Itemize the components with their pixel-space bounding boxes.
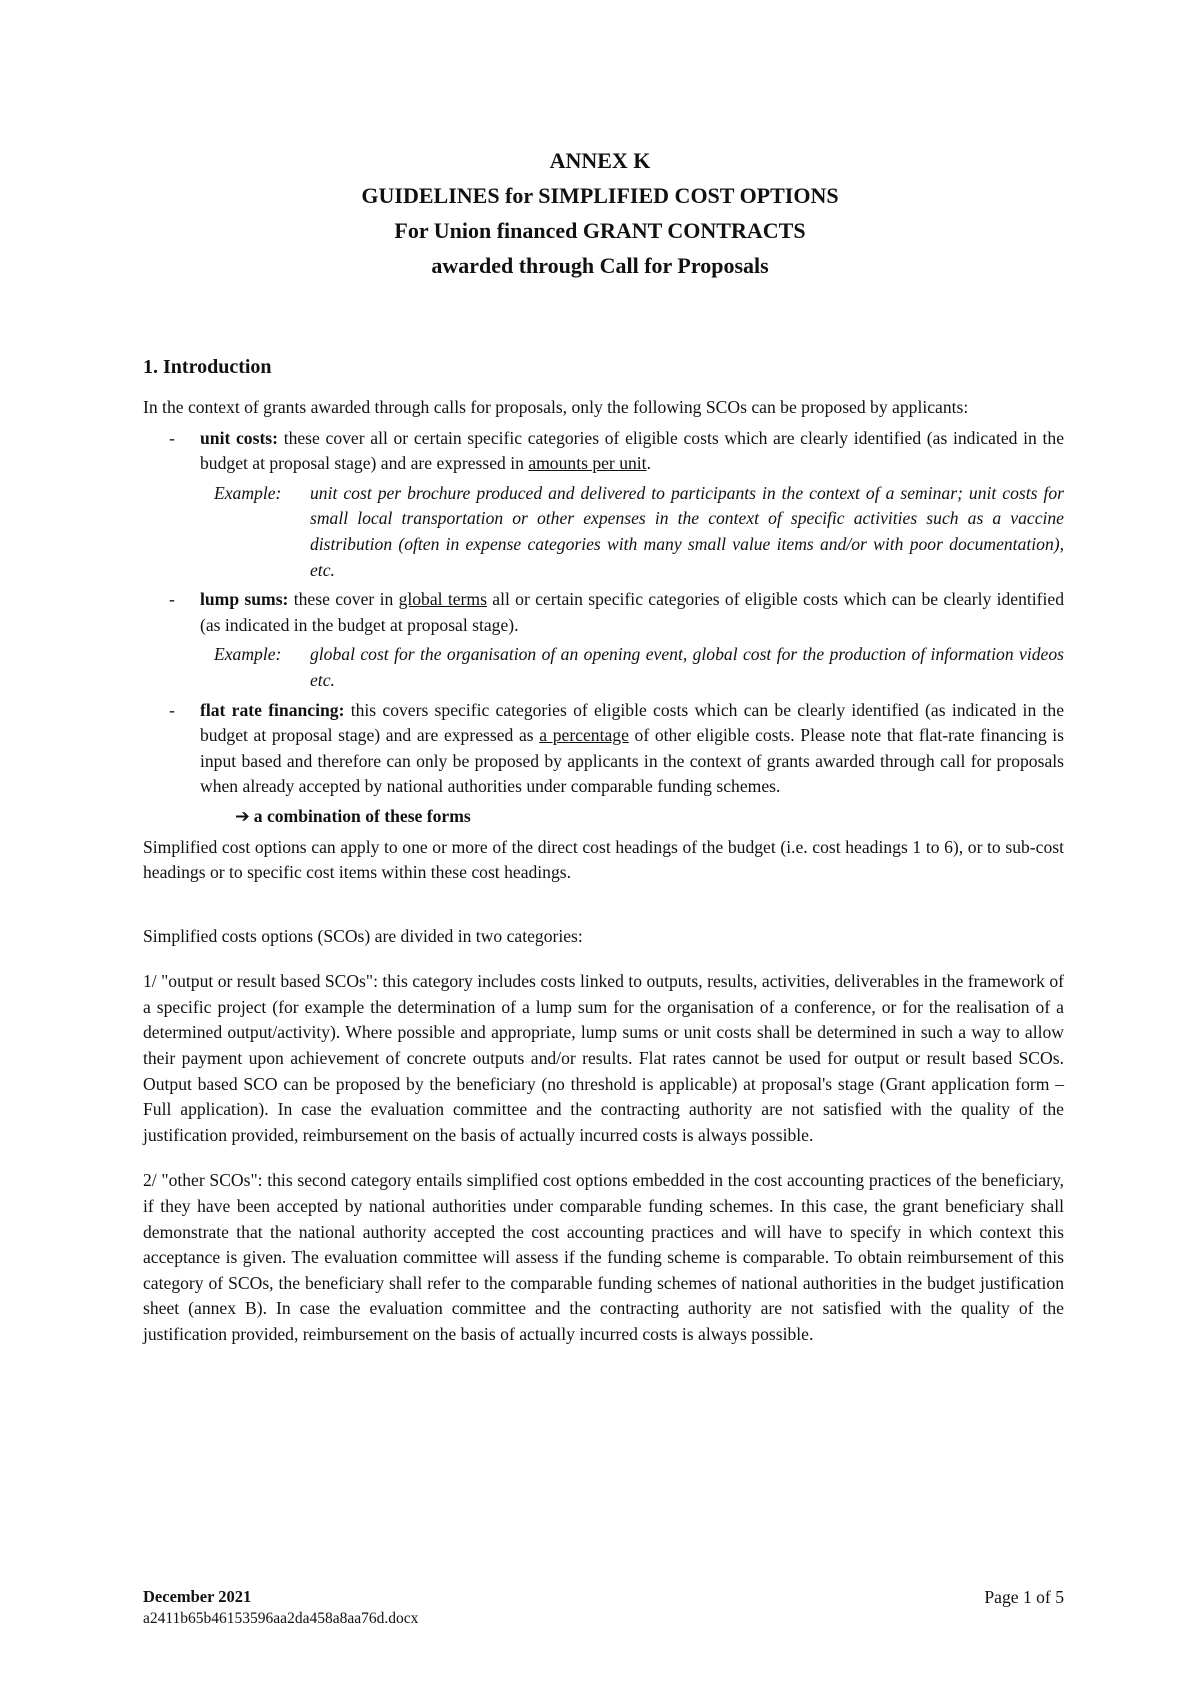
- category-1-paragraph: 1/ "output or result based SCOs": this category includes costs linked to outputs, results, activities, deliverables in the framework of a specific project (for example the determination of a lump sum for the organisation of a conference, or for the realisation of a determined output/activity). Where possible and appropriate, lump sums or unit costs shall be determined in such a way to allow their payment upon achievement of concrete outputs and/or results. Flat rates cannot be used for output or result based SCOs. Output based SCO can be proposed by the beneficiary (no threshold is applicable) at proposal's stage (Grant application form – Full application). In case the evaluation committee and the contracting authority are not satisfied with the quality of the justification provided, reimbursement on the basis of actually incurred costs is always possible.: [143, 971, 1064, 1145]
- document-body: [143, 353, 1064, 1348]
- list-dash: -: [169, 589, 175, 610]
- example-label: Example:: [214, 482, 282, 503]
- annex-title: ANNEX K: [549, 148, 651, 173]
- list-item-lump-sums: [143, 587, 1064, 693]
- categories-intro: Simplified costs options (SCOs) are divided in two categories:: [143, 925, 583, 946]
- flat-rate-underlined: a percentage: [539, 725, 629, 746]
- flat-rate-text-b: of other eligible costs. Please note that flat-rate financing is input based and therefore can only be proposed by applicants in the context of grants awarded through call for proposals when already accepted by national authorities under comparable funding schemes.: [200, 725, 1064, 797]
- combination-item: [143, 804, 1064, 831]
- unit-costs-text-b: .: [646, 453, 651, 474]
- list-item-unit-costs: [143, 426, 1064, 584]
- term-lump-sums: lump sums:: [200, 589, 289, 610]
- footer-date: December 2021: [143, 1587, 252, 1606]
- sco-forms-list: [143, 426, 1064, 800]
- example-label: Example:: [214, 644, 282, 665]
- intro-paragraph: In the context of grants awarded through calls for proposals, only the following SCOs can be proposed by applicants:: [143, 397, 969, 417]
- unit-costs-text-a: these cover all or certain specific categories of eligible costs which are clearly identified (as indicated in the budget at proposal stage) and are expressed in: [200, 427, 1065, 474]
- apply-paragraph: Simplified cost options can apply to one or more of the direct cost headings of the budget (i.e. cost headings 1 to 6), or to sub-cost headings or to specific cost items within these cost headings.: [143, 836, 1064, 883]
- guidelines-title: GUIDELINES for SIMPLIFIED COST OPTIONS: [361, 183, 839, 208]
- lump-sums-underlined: global terms: [398, 589, 487, 610]
- example-unit-costs: [214, 481, 1064, 583]
- term-unit-costs: unit costs:: [200, 427, 279, 448]
- flat-rate-text-a: this covers specific categories of eligible costs which can be clearly identified (as indicated in the budget at proposal stage) and are expressed as: [200, 699, 1064, 746]
- document-title: [0, 143, 1200, 283]
- union-title: For Union financed GRANT CONTRACTS: [394, 218, 806, 243]
- arrow-right-icon: ➔: [235, 806, 250, 827]
- category-2-paragraph: 2/ "other SCOs": this second category entails simplified cost options embedded in the cost accounting practices of the beneficiary, if they have been accepted by national authorities under comparable funding schemes. In this case, the grant beneficiary shall demonstrate that the national authority accepted the cost accounting practices and will have to specify in which context this acceptance is given. The evaluation committee will assess if the funding scheme is comparable. To obtain reimbursement of this category of SCOs, the beneficiary shall refer to the comparable funding schemes of national authorities in the budget justification sheet (annex B). In case the evaluation committee and the contracting authority are not satisfied with the quality of the justification provided, reimbursement on the basis of actually incurred costs is always possible.: [143, 1170, 1064, 1344]
- list-item-flat-rate: [143, 698, 1064, 800]
- lump-sums-text-b: all or certain specific categories of eligible costs which can be clearly identified (as indicated in the budget at proposal stage).: [200, 589, 1064, 635]
- combination-text: a combination of these forms: [253, 805, 471, 826]
- page-footer: [143, 1586, 1064, 1630]
- list-dash: -: [169, 427, 175, 448]
- example-text: unit cost per brochure produced and delivered to participants in the context of a seminar; unit costs for small local transportation or other expenses in the context of specific activities such as a vaccine distribution (often in expense categories with many small value items and/or with poor documentation), etc.: [310, 482, 1064, 580]
- page-number: Page 1 of 5: [984, 1587, 1064, 1607]
- example-text: global cost for the organisation of an opening event, global cost for the production of information videos etc.: [310, 644, 1064, 690]
- unit-costs-underlined: amounts per unit: [528, 453, 647, 474]
- list-dash: -: [169, 699, 175, 720]
- example-lump-sums: [214, 642, 1064, 693]
- lump-sums-text-a: these cover in: [288, 589, 399, 610]
- section-heading: 1. Introduction: [143, 356, 272, 378]
- term-flat-rate: flat rate financing:: [200, 699, 345, 720]
- awarded-title: awarded through Call for Proposals: [431, 253, 769, 278]
- footer-filename: a2411b65b46153596aa2da458a8aa76d.docx: [143, 1610, 419, 1627]
